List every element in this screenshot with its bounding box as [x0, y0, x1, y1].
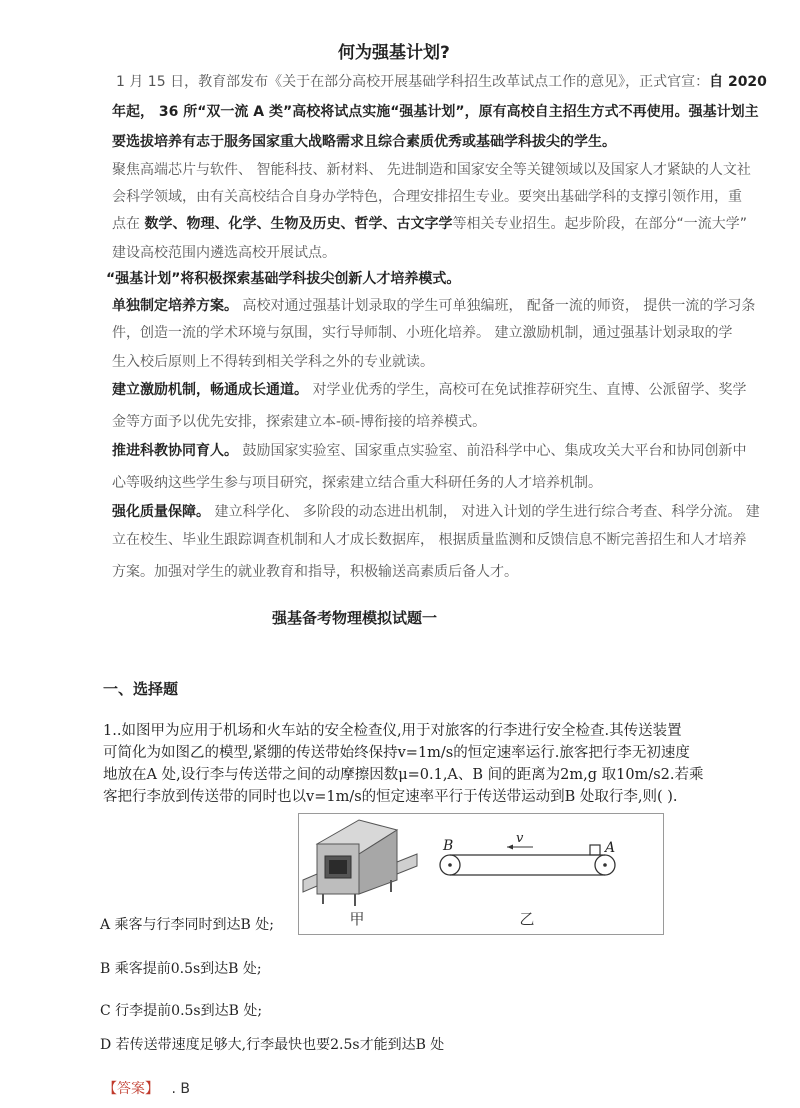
section-4-line-1: [112, 502, 760, 522]
figure-label-jia: 甲: [349, 910, 365, 928]
article-title: 何为强基计划?: [338, 43, 450, 63]
intro-line-1: [116, 72, 767, 92]
option-d: D 若传送带速度足够大,行李最快也要2.5s才能到达B 处: [100, 1037, 445, 1053]
figure-label-v: v: [516, 831, 524, 846]
section-1-line-2: 件，创造一流的学术环境与氛围，实行导师制、小班化培养。 建立激励机制，通过强基计划录取的学: [112, 325, 733, 341]
question-line-2: 可简化为如图乙的模型,紧绷的传送带始终保持v=1m/s的恒定速率运行.旅客把行李无初速度: [103, 745, 690, 761]
focus-line-3-post: 等相关专业招生。起步阶段，在部分“一流大学”: [452, 216, 747, 232]
option-b: B 乘客提前0.5s到达B 处;: [100, 961, 262, 977]
question-line-3: 地放在A 处,设行李与传送带之间的动摩擦因数μ=0.1,A、B 间的距离为2m,g 取10m/s2.若乘: [103, 767, 704, 783]
focus-line-4: 建设高校范围内遴选高校开展试点。: [112, 245, 336, 261]
intro-line-1-bold: 自 2020: [709, 74, 767, 90]
focus-line-3: [112, 214, 747, 234]
section-1-head: 单独制定培养方案。: [112, 298, 238, 314]
section-2-head: 建立激励机制，畅通成长通道。: [112, 382, 308, 398]
section-4-line-2: 立在校生、毕业生跟踪调查机制和人才成长数据库， 根据质量监测和反馈信息不断完善招生和人才培养: [112, 532, 747, 548]
security-scanner-image: [303, 820, 417, 906]
focus-line-1: 聚焦高端芯片与软件、 智能科技、新材料、 先进制造和国家安全等关键领域以及国家人才紧缺的人文社: [112, 162, 751, 178]
question-figure: [298, 813, 664, 935]
question-line-1: 1..如图甲为应用于机场和火车站的安全检查仪,用于对旅客的行李进行安全检查.其传送装置: [103, 723, 682, 739]
section-3-line-2: 心等吸纳这些学生参与项目研究，探索建立结合重大科研任务的人才培养机制。: [112, 475, 602, 491]
focus-subjects: 数学、物理、化学、生物及历史、哲学、古文字学: [144, 216, 453, 232]
intro-line-1-text: 1 月 15 日，教育部发布《关于在部分高校开展基础学科招生改革试点工作的意见》，正式官宣：: [116, 74, 710, 90]
option-a: A 乘客与行李同时到达B 处;: [100, 917, 275, 933]
section-1-text-1: 高校对通过强基计划录取的学生可单独编班， 配备一流的师资， 提供一流的学习条: [238, 298, 756, 314]
intro-line-3: 要选拔培养有志于服务国家重大战略需求且综合素质优秀或基础学科拔尖的学生。: [112, 134, 616, 150]
focus-line-3-pre: 点在: [112, 216, 145, 232]
figure-label-b: B: [443, 838, 454, 854]
section-1-line-1: [112, 296, 755, 316]
exam-title: 强基备考物理模拟试题一: [272, 609, 438, 627]
section-4-line-3: 方案。加强对学生的就业教育和指导，积极输送高素质后备人才。: [112, 564, 518, 580]
section-2-line-2: 金等方面予以优先安排，探索建立本-硕-博衔接的培养模式。: [112, 414, 487, 430]
model-sentence: “强基计划”将积极探索基础学科拔尖创新人才培养模式。: [106, 271, 461, 287]
focus-line-2: 会科学领域，由有关高校结合自身办学特色，合理安排招生专业。要突出基础学科的支撑引领作用，重: [112, 189, 742, 205]
section-1-line-3: 生入校后原则上不得转到相关学科之外的专业就读。: [112, 354, 434, 370]
section-3-text-1: 鼓励国家实验室、国家重点实验室、前沿科学中心、集成攻关大平台和协同创新中: [238, 443, 747, 459]
answer-label: 【答案】: [103, 1081, 159, 1097]
question-line-4: 客把行李放到传送带的同时也以v=1m/s的恒定速率平行于传送带运动到B 处取行李,则( ).: [103, 789, 678, 805]
section-2-line-1: [112, 380, 746, 400]
intro-line-2: 年起， 36 所“双一流 A 类”高校将试点实施“强基计划”，原有高校自主招生方式不再使用。强基计划主: [112, 104, 759, 120]
figure-svg: [299, 814, 663, 934]
section-3-head: 推进科教协同育人。: [112, 443, 238, 459]
exam-section-heading: 一、选择题: [103, 680, 179, 698]
conveyor-belt-diagram: [440, 845, 615, 876]
answer-value: . B: [171, 1081, 190, 1097]
section-2-text-1: 对学业优秀的学生，高校可在免试推荐研究生、直博、公派留学、奖学: [308, 382, 747, 398]
answer-line: [103, 1078, 190, 1098]
section-4-head: 强化质量保障。: [112, 504, 210, 520]
option-c: C 行李提前0.5s到达B 处;: [100, 1003, 263, 1019]
figure-label-a: A: [605, 840, 616, 856]
section-3-line-1: [112, 441, 746, 461]
figure-label-yi: 乙: [519, 910, 535, 928]
section-4-text-1: 建立科学化、 多阶段的动态进出机制， 对进入计划的学生进行综合考查、科学分流。 建: [210, 504, 760, 520]
